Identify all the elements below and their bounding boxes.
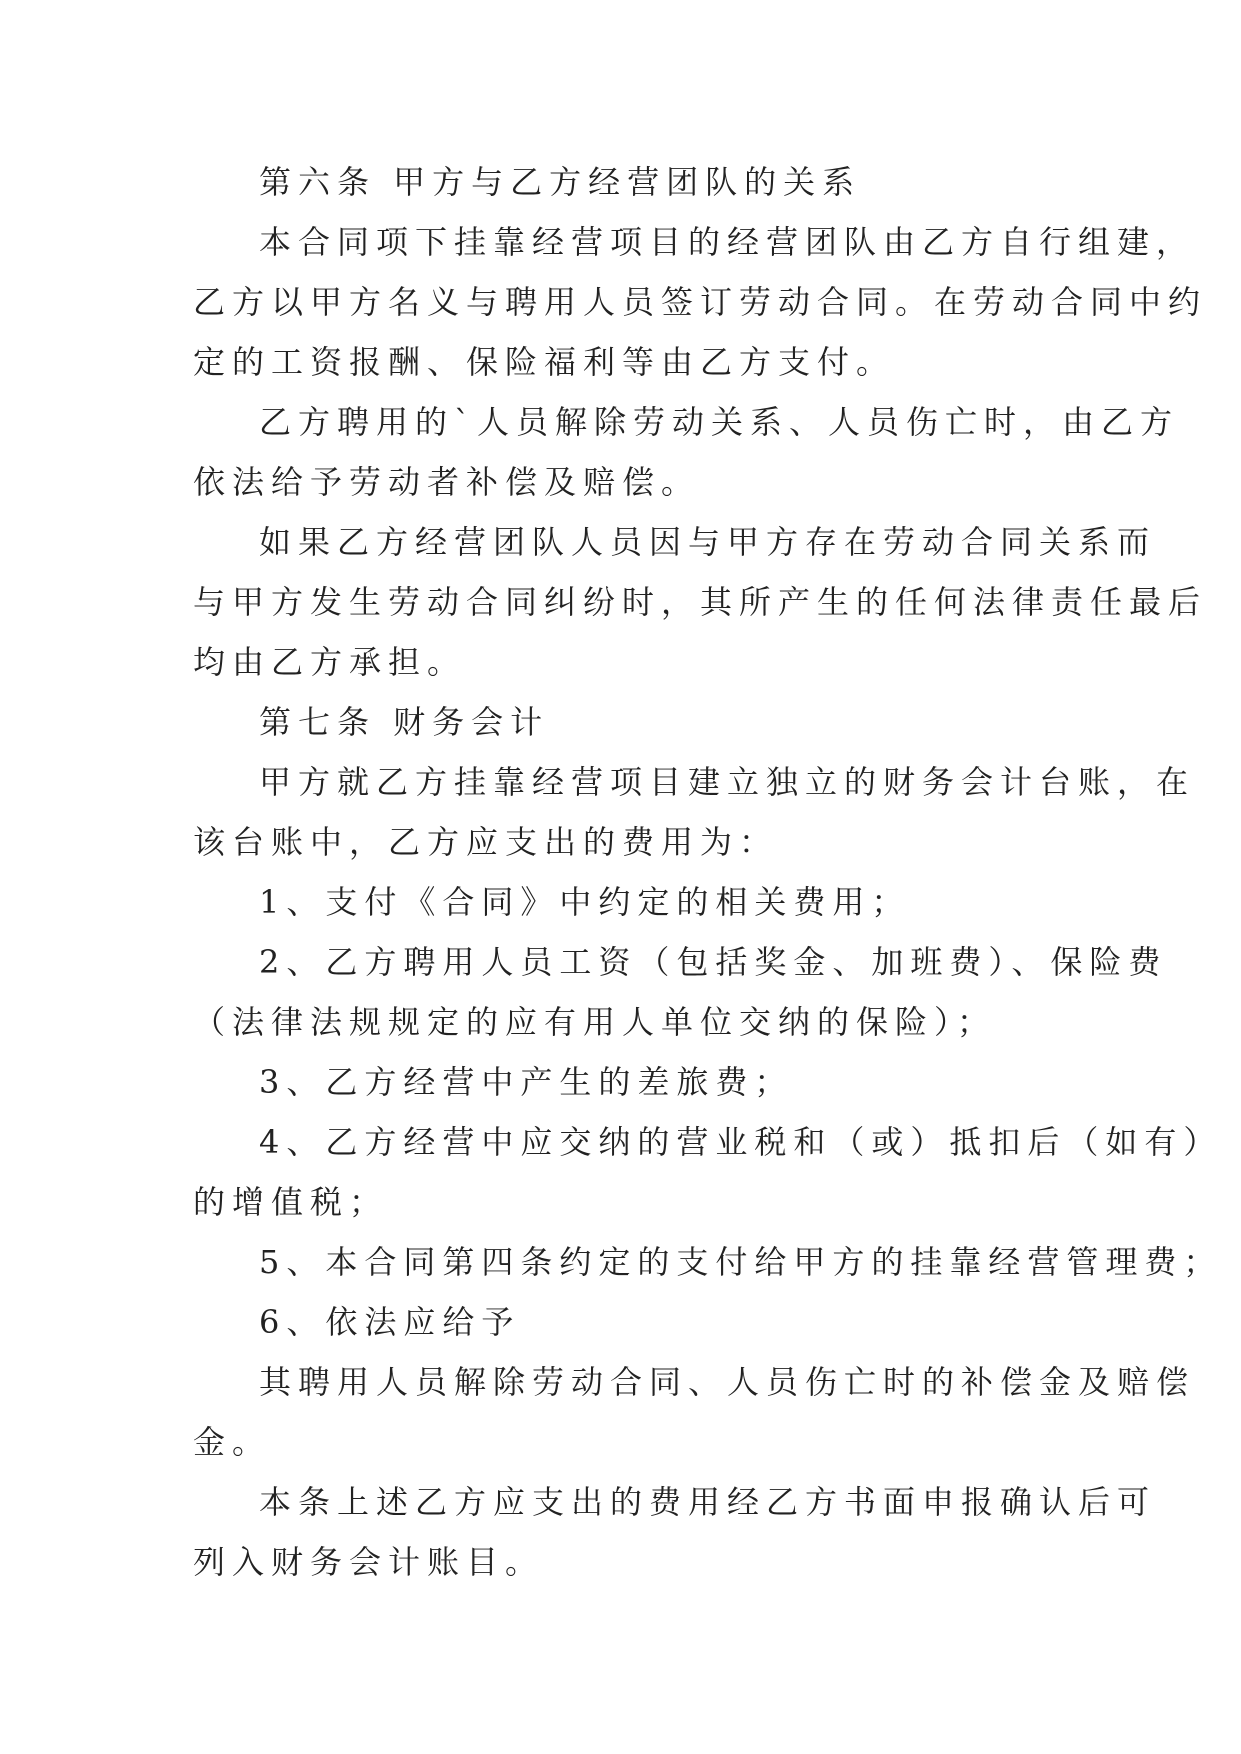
text-line: 的增值税； <box>193 1183 389 1221</box>
text-line: 依法给予劳动者补偿及赔偿。 <box>193 463 701 501</box>
text-line: 金。 <box>193 1423 272 1461</box>
text-line: 5、本合同第四条约定的支付给甲方的挂靠经营管理费； <box>259 1243 1223 1281</box>
list-item <box>193 1232 1223 1292</box>
text-line: 6、依法应给予 <box>259 1303 521 1341</box>
list-item <box>193 932 1168 1052</box>
text-line: 3、乙方经营中产生的差旅费； <box>259 1063 794 1101</box>
text-line: （法律法规规定的应有用人单位交纳的保险）； <box>193 1003 997 1041</box>
heading-article-7 <box>193 692 1051 752</box>
document-body <box>193 152 1223 1592</box>
list-item <box>193 1052 1051 1112</box>
text-line: 乙方以甲方名义与聘用人员签订劳动合同。在劳动合同中约 <box>193 283 1208 321</box>
heading-article-6 <box>193 152 1051 212</box>
paragraph <box>193 752 1196 872</box>
text-line: 其聘用人员解除劳动合同、人员伤亡时的补偿金及赔偿 <box>259 1363 1196 1401</box>
text-line: 第七条 财务会计 <box>259 703 550 741</box>
text-line: 如果乙方经营团队人员因与甲方存在劳动合同关系而 <box>259 523 1157 561</box>
paragraph <box>193 392 1180 512</box>
text-line: 甲方就乙方挂靠经营项目建立独立的财务会计台账，在 <box>259 763 1196 801</box>
text-line: 第六条 甲方与乙方经营团队的关系 <box>259 163 862 201</box>
list-item <box>193 872 1051 932</box>
text-line: 乙方聘用的`人员解除劳动关系、人员伤亡时，由乙方 <box>259 403 1180 441</box>
text-line: 4、乙方经营中应交纳的营业税和（或）抵扣后（如有） <box>259 1123 1223 1161</box>
paragraph <box>193 212 1208 392</box>
list-item <box>193 1292 1051 1352</box>
list-item <box>193 1112 1223 1232</box>
paragraph <box>193 1352 1196 1472</box>
text-line: 该台账中，乙方应支出的费用为： <box>193 823 779 861</box>
text-line: 均由乙方承担。 <box>193 643 467 681</box>
text-line: 定的工资报酬、保险福利等由乙方支付。 <box>193 343 896 381</box>
paragraph <box>193 1472 1157 1592</box>
paragraph <box>193 512 1208 692</box>
text-line: 本条上述乙方应支出的费用经乙方书面申报确认后可 <box>259 1483 1157 1521</box>
text-line: 本合同项下挂靠经营项目的经营团队由乙方自行组建， <box>259 223 1196 261</box>
text-line: 与甲方发生劳动合同纠纷时，其所产生的任何法律责任最后 <box>193 583 1208 621</box>
text-line: 2、乙方聘用人员工资（包括奖金、加班费）、保险费 <box>259 943 1168 981</box>
text-line: 1、支付《合同》中约定的相关费用； <box>259 883 911 921</box>
text-line: 列入财务会计账目。 <box>193 1543 545 1581</box>
